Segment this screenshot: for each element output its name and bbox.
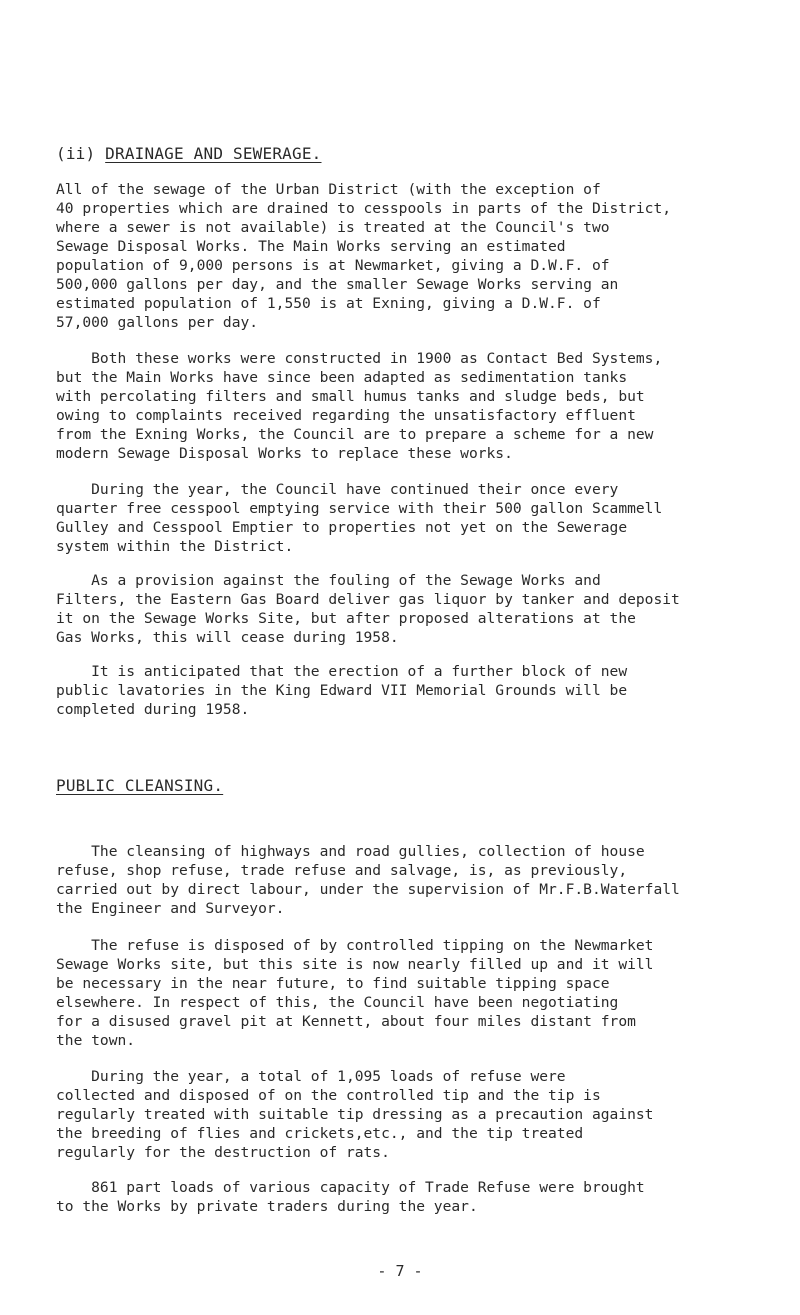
- text-line: quarter free cesspool emptying service with their 500 gallon Scammell: [56, 500, 663, 517]
- text-line: Gulley and Cesspool Emptier to properties not yet on the Sewerage: [56, 519, 628, 536]
- paragraph-trade-refuse: [56, 1178, 800, 1216]
- text-line: 861 part loads of various capacity of Trade Refuse were brought: [56, 1179, 645, 1196]
- section-title: DRAINAGE AND SEWERAGE.: [105, 144, 322, 163]
- text-line: be necessary in the near future, to find suitable tipping space: [56, 975, 610, 992]
- paragraph-refuse-disposal: [56, 936, 800, 1050]
- text-line: Filters, the Eastern Gas Board deliver gas liquor by tanker and deposit: [56, 591, 680, 608]
- paragraph-public-lavatories: [56, 662, 800, 719]
- text-line: Sewage Works site, but this site is now nearly filled up and it will: [56, 956, 654, 973]
- section-title: PUBLIC CLEANSING.: [56, 776, 224, 795]
- text-line: 57,000 gallons per day.: [56, 314, 259, 331]
- text-line: During the year, the Council have continued their once every: [56, 481, 619, 498]
- text-line: All of the sewage of the Urban District (with the exception of: [56, 181, 601, 198]
- paragraph-works-construction: [56, 349, 800, 463]
- text-line: where a sewer is not available) is treated at the Council's two: [56, 219, 610, 236]
- text-line: It is anticipated that the erection of a further block of new: [56, 663, 628, 680]
- text-line: regularly for the destruction of rats.: [56, 1144, 390, 1161]
- text-line: the town.: [56, 1032, 136, 1049]
- text-line: carried out by direct labour, under the supervision of Mr.F.B.Waterfall: [56, 881, 680, 898]
- paragraph-refuse-loads: [56, 1067, 800, 1162]
- text-line: estimated population of 1,550 is at Exning, giving a D.W.F. of: [56, 295, 601, 312]
- text-line: completed during 1958.: [56, 701, 250, 718]
- paragraph-gas-liquor: [56, 571, 800, 647]
- text-line: to the Works by private traders during the year.: [56, 1198, 478, 1215]
- text-line: public lavatories in the King Edward VII Memorial Grounds will be: [56, 682, 628, 699]
- page-number: - 7 -: [377, 1262, 423, 1280]
- text-line: for a disused gravel pit at Kennett, about four miles distant from: [56, 1013, 636, 1030]
- text-line: modern Sewage Disposal Works to replace these works.: [56, 445, 513, 462]
- text-line: collected and disposed of on the controlled tip and the tip is: [56, 1087, 601, 1104]
- text-line: from the Exning Works, the Council are to prepare a scheme for a new: [56, 426, 654, 443]
- text-line: with percolating filters and small humus tanks and sludge beds, but: [56, 388, 645, 405]
- text-line: As a provision against the fouling of the Sewage Works and: [56, 572, 601, 589]
- section-heading-drainage: [56, 144, 322, 163]
- text-line: elsewhere. In respect of this, the Council have been negotiating: [56, 994, 619, 1011]
- paragraph-cesspool-service: [56, 480, 800, 556]
- paragraph-sewage-overview: [56, 180, 800, 332]
- text-line: the Engineer and Surveyor.: [56, 900, 285, 917]
- text-line: system within the District.: [56, 538, 294, 555]
- text-line: population of 9,000 persons is at Newmarket, giving a D.W.F. of: [56, 257, 610, 274]
- text-line: Gas Works, this will cease during 1958.: [56, 629, 399, 646]
- section-heading-public-cleansing: [56, 776, 223, 795]
- text-line: 40 properties which are drained to cesspools in parts of the District,: [56, 200, 672, 217]
- text-line: During the year, a total of 1,095 loads of refuse were: [56, 1068, 566, 1085]
- text-line: 500,000 gallons per day, and the smaller Sewage Works serving an: [56, 276, 619, 293]
- text-line: The refuse is disposed of by controlled tipping on the Newmarket: [56, 937, 654, 954]
- text-line: the breeding of flies and crickets,etc., and the tip treated: [56, 1125, 584, 1142]
- section-number: (ii): [56, 144, 106, 163]
- text-line: it on the Sewage Works Site, but after proposed alterations at the: [56, 610, 636, 627]
- paragraph-cleansing-services: [56, 842, 800, 918]
- text-line: Both these works were constructed in 1900 as Contact Bed Systems,: [56, 350, 663, 367]
- text-line: owing to complaints received regarding the unsatisfactory effluent: [56, 407, 636, 424]
- text-line: The cleansing of highways and road gullies, collection of house: [56, 843, 645, 860]
- text-line: refuse, shop refuse, trade refuse and salvage, is, as previously,: [56, 862, 628, 879]
- text-line: regularly treated with suitable tip dressing as a precaution against: [56, 1106, 654, 1123]
- text-line: but the Main Works have since been adapted as sedimentation tanks: [56, 369, 628, 386]
- text-line: Sewage Disposal Works. The Main Works serving an estimated: [56, 238, 566, 255]
